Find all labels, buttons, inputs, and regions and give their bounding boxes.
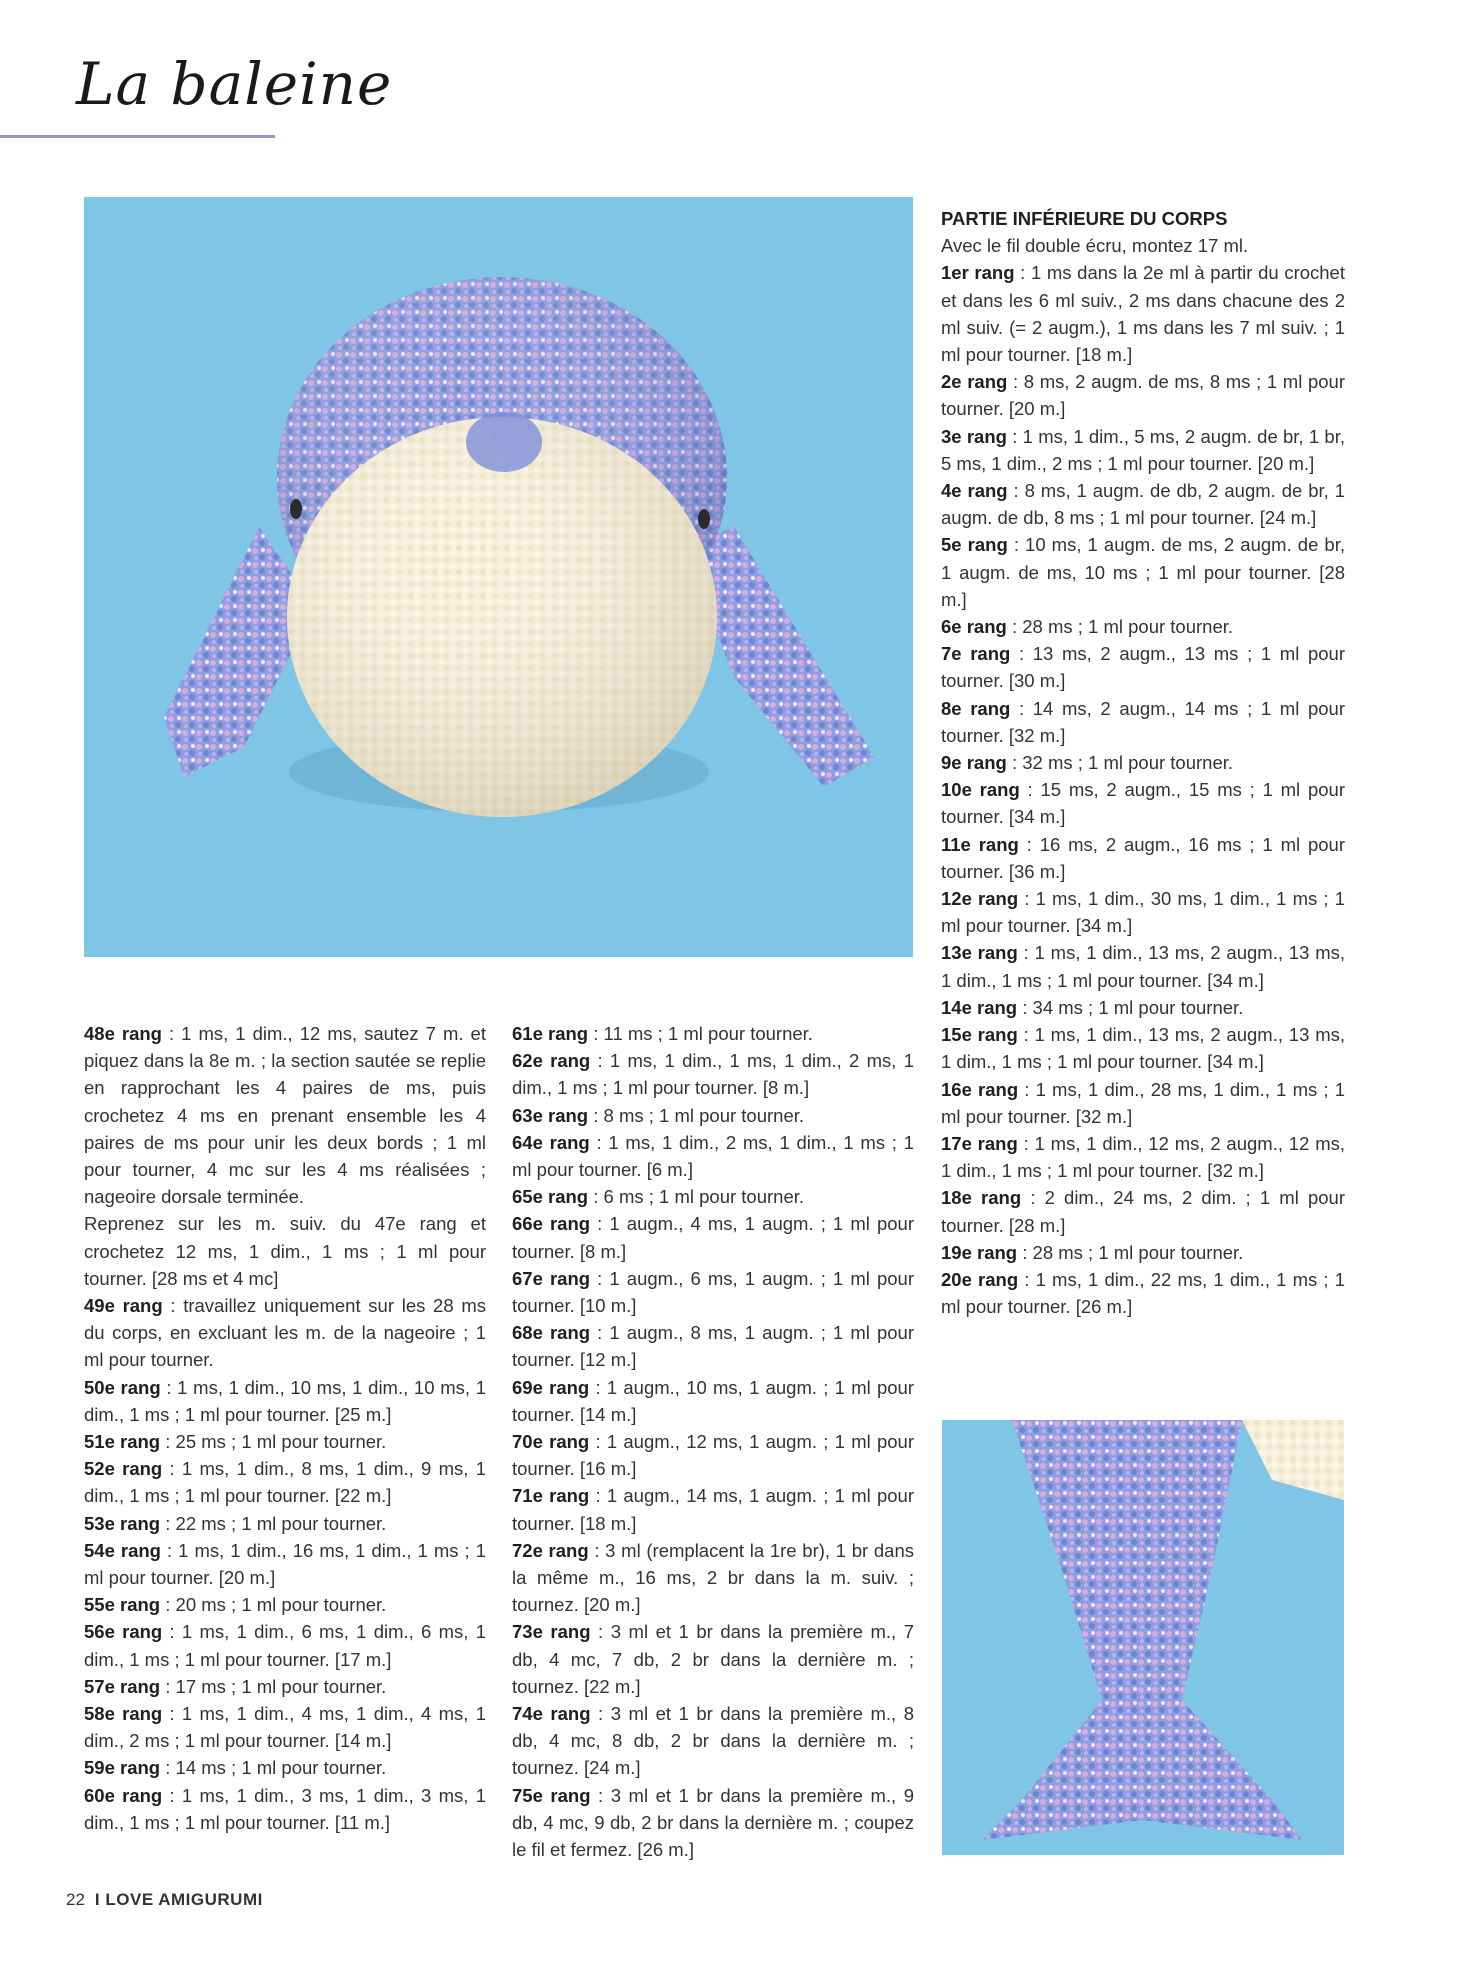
row-label: 13e rang xyxy=(941,942,1018,964)
row-text: : 1 ms, 1 dim., 28 ms, 1 dim., 1 ms ; 1 ml pour tourner. [32 m.] xyxy=(941,1078,1345,1127)
instruction-row xyxy=(941,613,1345,640)
row-text: : 1 augm., 4 ms, 1 augm. ; 1 ml pour tourner. [8 m.] xyxy=(512,1213,914,1262)
instruction-row xyxy=(84,1537,486,1591)
row-label: 14e rang xyxy=(941,996,1018,1018)
row-text: : 20 ms ; 1 ml pour tourner. xyxy=(160,1594,387,1616)
row-text: : 6 ms ; 1 ml pour tourner. xyxy=(588,1186,805,1208)
instruction-row xyxy=(941,1130,1345,1184)
row-text: : 1 ms, 1 dim., 30 ms, 1 dim., 1 ms ; 1 ml pour tourner. [34 m.] xyxy=(941,888,1345,937)
instruction-row xyxy=(941,749,1345,776)
instruction-row xyxy=(512,1374,914,1428)
row-label: 51e rang xyxy=(84,1431,161,1453)
row-label: 2e rang xyxy=(941,371,1008,393)
row-text: : 10 ms, 1 augm. de ms, 2 augm. de br, 1 augm. de ms, 10 ms ; 1 ml pour tourner. [28 m.] xyxy=(941,534,1345,610)
row-text: Reprenez sur les m. suiv. du 47e rang et crochetez 12 ms, 1 dim., 1 ms ; 1 ml pour tourner. [28 ms et 4 mc] xyxy=(84,1213,486,1289)
row-label: 61e rang xyxy=(512,1023,589,1044)
row-text: : 1 augm., 8 ms, 1 augm. ; 1 ml pour tourner. [12 m.] xyxy=(512,1322,914,1371)
row-label: 75e rang xyxy=(512,1784,591,1806)
section-intro: Avec le fil double écru, montez 17 ml. xyxy=(941,235,1249,257)
row-label: 66e rang xyxy=(512,1213,591,1235)
row-label: 58e rang xyxy=(84,1703,163,1725)
row-label: 20e rang xyxy=(941,1268,1019,1290)
instruction-row xyxy=(84,1374,486,1428)
row-text: : 11 ms ; 1 ml pour tourner. xyxy=(588,1023,813,1044)
row-text: : 3 ml et 1 br dans la première m., 9 db, 4 mc, 9 db, 2 br dans la dernière m. ; coupez le fil et fermez. [26 m.] xyxy=(512,1784,914,1861)
middle-text-column xyxy=(512,1020,914,1863)
instruction-row xyxy=(941,1184,1345,1238)
row-label: 3e rang xyxy=(941,425,1007,447)
page-title: La baleine xyxy=(76,50,393,118)
section-heading: PARTIE INFÉRIEURE DU CORPS xyxy=(941,208,1228,229)
row-label: 53e rang xyxy=(84,1512,161,1534)
row-text: : 2 dim., 24 ms, 2 dim. ; 1 ml pour tourner. [28 m.] xyxy=(941,1187,1345,1236)
row-text: : 1 ms, 1 dim., 6 ms, 1 dim., 6 ms, 1 dim., 1 ms ; 1 ml pour tourner. [17 m.] xyxy=(84,1621,486,1670)
instruction-row xyxy=(941,1021,1345,1075)
row-text: : 1 ms, 1 dim., 13 ms, 2 augm., 13 ms, 1 dim., 1 ms ; 1 ml pour tourner. [34 m.] xyxy=(941,1024,1345,1073)
row-label: 60e rang xyxy=(84,1784,163,1806)
instruction-row xyxy=(941,994,1345,1021)
row-label: 7e rang xyxy=(941,643,1011,665)
instruction-row xyxy=(941,259,1345,368)
instruction-row xyxy=(512,1265,914,1319)
instruction-row xyxy=(941,831,1345,885)
instruction-row xyxy=(84,1020,486,1210)
row-label: 52e rang xyxy=(84,1458,163,1480)
row-text: : 1 ms, 1 dim., 5 ms, 2 augm. de br, 1 br, 5 ms, 1 dim., 2 ms ; 1 ml pour tourner. [20 m.] xyxy=(941,425,1345,474)
instruction-row xyxy=(84,1428,486,1455)
row-text: : 14 ms, 2 augm., 14 ms ; 1 ml pour tourner. [32 m.] xyxy=(941,697,1345,746)
row-label: 73e rang xyxy=(512,1621,591,1643)
instruction-row xyxy=(512,1319,914,1373)
row-text: : 3 ml (remplacent la 1re br), 1 br dans la même m., 16 ms, 2 br dans la m. suiv. ; tournez. [20 m.] xyxy=(512,1539,914,1616)
row-text: : 8 ms ; 1 ml pour tourner. xyxy=(588,1104,805,1126)
row-label: 72e rang xyxy=(512,1539,589,1561)
row-label: 69e rang xyxy=(512,1376,590,1398)
row-label: 16e rang xyxy=(941,1078,1019,1100)
right-text-column xyxy=(941,205,1345,1320)
row-label: 19e rang xyxy=(941,1241,1018,1263)
instruction-row xyxy=(512,1537,914,1619)
row-label: 70e rang xyxy=(512,1431,590,1453)
row-text: : 16 ms, 2 augm., 16 ms ; 1 ml pour tourner. [36 m.] xyxy=(941,833,1345,882)
row-label: 12e rang xyxy=(941,888,1019,910)
row-label: 1er rang xyxy=(941,262,1015,284)
row-label: 50e rang xyxy=(84,1376,161,1398)
row-text: : 1 ms, 1 dim., 1 ms, 1 dim., 2 ms, 1 dim., 1 ms ; 1 ml pour tourner. [8 m.] xyxy=(512,1050,914,1099)
instruction-row xyxy=(84,1700,486,1754)
instruction-row xyxy=(941,1266,1345,1320)
row-text: : 15 ms, 2 augm., 15 ms ; 1 ml pour tourner. [34 m.] xyxy=(941,779,1345,828)
instruction-row xyxy=(84,1618,486,1672)
title-underline xyxy=(0,135,275,138)
instruction-row xyxy=(512,1210,914,1264)
row-text: : 1 augm., 14 ms, 1 augm. ; 1 ml pour tourner. [18 m.] xyxy=(512,1485,914,1534)
row-label: 49e rang xyxy=(84,1295,163,1317)
row-label: 11e rang xyxy=(941,833,1019,855)
instruction-row xyxy=(84,1292,486,1374)
row-label: 64e rang xyxy=(512,1131,590,1153)
instruction-row xyxy=(941,695,1345,749)
instruction-row xyxy=(512,1020,914,1047)
row-label: 57e rang xyxy=(84,1675,161,1697)
row-text: : 28 ms ; 1 ml pour tourner. xyxy=(1006,616,1234,638)
row-text: : 1 ms, 1 dim., 4 ms, 1 dim., 4 ms, 1 dim., 2 ms ; 1 ml pour tourner. [14 m.] xyxy=(84,1703,486,1752)
instruction-row xyxy=(512,1183,914,1210)
row-label: 59e rang xyxy=(84,1757,161,1779)
instruction-row xyxy=(84,1210,486,1292)
instruction-row xyxy=(941,885,1345,939)
instruction-row xyxy=(941,776,1345,830)
row-text: : 32 ms ; 1 ml pour tourner. xyxy=(1006,752,1234,774)
instruction-row xyxy=(84,1455,486,1509)
instruction-row xyxy=(84,1510,486,1537)
instruction-row xyxy=(941,939,1345,993)
page-footer xyxy=(66,1890,263,1910)
row-text: : 25 ms ; 1 ml pour tourner. xyxy=(160,1431,387,1453)
row-label: 15e rang xyxy=(941,1024,1018,1046)
row-label: 63e rang xyxy=(512,1104,589,1126)
row-text: : 28 ms ; 1 ml pour tourner. xyxy=(1017,1241,1244,1263)
instruction-row xyxy=(941,423,1345,477)
tail-photo xyxy=(942,1420,1344,1855)
row-text: : 1 augm., 12 ms, 1 augm. ; 1 ml pour tourner. [16 m.] xyxy=(512,1431,914,1480)
row-label: 54e rang xyxy=(84,1539,161,1561)
left-text-column xyxy=(84,1020,486,1836)
row-label: 56e rang xyxy=(84,1621,163,1643)
row-text: : 3 ml et 1 br dans la première m., 8 db, 4 mc, 8 db, 2 br dans la dernière m. ; tournez. [24 m.] xyxy=(512,1703,914,1779)
row-label: 18e rang xyxy=(941,1187,1022,1209)
row-text: : 14 ms ; 1 ml pour tourner. xyxy=(160,1757,387,1779)
page-number: 22 xyxy=(66,1890,85,1909)
row-text: : 1 ms, 1 dim., 12 ms, 2 augm., 12 ms, 1 dim., 1 ms ; 1 ml pour tourner. [32 m.] xyxy=(941,1132,1345,1182)
row-label: 10e rang xyxy=(941,779,1020,801)
row-text: : 1 ms dans la 2e ml à partir du crochet et dans les 6 ml suiv., 2 ms dans chacune des 2 ml suiv. (= 2 augm.), 1 ms dans les 7 ml suiv. ; 1 ml pour tourner. [18 m.] xyxy=(941,262,1345,366)
instruction-row xyxy=(941,368,1345,422)
instruction-row xyxy=(512,1129,914,1183)
instruction-row xyxy=(941,1076,1345,1130)
row-text: : 1 ms, 1 dim., 2 ms, 1 dim., 1 ms ; 1 ml pour tourner. [6 m.] xyxy=(512,1131,914,1181)
row-text: : 3 ml et 1 br dans la première m., 7 db, 4 mc, 7 db, 2 br dans la dernière m. ; tournez. [22 m.] xyxy=(512,1621,914,1697)
row-label: 4e rang xyxy=(941,480,1008,502)
instruction-row xyxy=(512,1047,914,1101)
row-text: : 8 ms, 2 augm. de ms, 8 ms ; 1 ml pour tourner. [20 m.] xyxy=(941,371,1346,420)
row-text: : 22 ms ; 1 ml pour tourner. xyxy=(160,1512,387,1534)
row-text: : 1 ms, 1 dim., 8 ms, 1 dim., 9 ms, 1 dim., 1 ms ; 1 ml pour tourner. [22 m.] xyxy=(84,1458,486,1507)
instruction-row xyxy=(941,1239,1345,1266)
row-text: : 17 ms ; 1 ml pour tourner. xyxy=(160,1675,387,1697)
row-text: : 1 augm., 10 ms, 1 augm. ; 1 ml pour tourner. [14 m.] xyxy=(512,1376,914,1425)
instruction-row xyxy=(512,1782,914,1864)
instruction-row xyxy=(941,531,1345,613)
row-text: : 1 ms, 1 dim., 13 ms, 2 augm., 13 ms, 1 dim., 1 ms ; 1 ml pour tourner. [34 m.] xyxy=(941,942,1345,991)
instruction-row xyxy=(512,1618,914,1700)
row-label: 62e rang xyxy=(512,1050,591,1072)
row-label: 65e rang xyxy=(512,1186,589,1208)
instruction-row xyxy=(941,640,1345,694)
row-text: : 1 ms, 1 dim., 22 ms, 1 dim., 1 ms ; 1 ml pour tourner. [26 m.] xyxy=(941,1268,1345,1318)
instruction-row xyxy=(941,477,1345,531)
magazine-name: I LOVE AMIGURUMI xyxy=(94,1890,263,1909)
instruction-row xyxy=(512,1482,914,1536)
whale-photo xyxy=(84,197,913,957)
instruction-row xyxy=(512,1700,914,1782)
row-label: 9e rang xyxy=(941,752,1007,774)
instruction-row xyxy=(84,1754,486,1781)
row-text: : 1 augm., 6 ms, 1 augm. ; 1 ml pour tourner. [10 m.] xyxy=(512,1267,914,1317)
row-text: : 1 ms, 1 dim., 16 ms, 1 dim., 1 ms ; 1 ml pour tourner. [20 m.] xyxy=(84,1539,486,1589)
row-text: : 1 ms, 1 dim., 3 ms, 1 dim., 3 ms, 1 dim., 1 ms ; 1 ml pour tourner. [11 m.] xyxy=(84,1784,486,1833)
row-label: 55e rang xyxy=(84,1594,161,1616)
row-text: : travaillez uniquement sur les 28 ms du corps, en excluant les m. de la nageoire ; 1 ml pour tourner. xyxy=(84,1295,486,1371)
row-label: 74e rang xyxy=(512,1703,591,1725)
row-text: : 13 ms, 2 augm., 13 ms ; 1 ml pour tourner. [30 m.] xyxy=(941,643,1345,692)
row-label: 8e rang xyxy=(941,697,1011,719)
instruction-row xyxy=(84,1782,486,1836)
instruction-row xyxy=(512,1102,914,1129)
row-label: 67e rang xyxy=(512,1267,591,1289)
row-label: 6e rang xyxy=(941,616,1007,638)
row-label: 17e rang xyxy=(941,1132,1018,1154)
row-text: : 1 ms, 1 dim., 10 ms, 1 dim., 10 ms, 1 dim., 1 ms ; 1 ml pour tourner. [25 m.] xyxy=(84,1376,486,1425)
row-text: : 34 ms ; 1 ml pour tourner. xyxy=(1017,996,1244,1018)
instruction-row xyxy=(512,1428,914,1482)
row-text: : 1 ms, 1 dim., 12 ms, sautez 7 m. et piquez dans la 8e m. ; la section sautée se replie en rapprochant les 4 paires de ms, puis crochetez 4 ms en prenant ensemble les 4 paires de ms pour unir les deux bords ; 1 ml pour tourner, 4 mc sur les 4 ms réalisées ; nageoire dorsale terminée. xyxy=(84,1023,486,1208)
row-label: 71e rang xyxy=(512,1485,590,1507)
row-label: 5e rang xyxy=(941,534,1008,556)
row-label: 68e rang xyxy=(512,1322,591,1344)
row-text: : 8 ms, 1 augm. de db, 2 augm. de br, 1 augm. de db, 8 ms ; 1 ml pour tourner. [24 m.] xyxy=(941,480,1345,529)
instruction-row xyxy=(84,1591,486,1618)
instruction-row xyxy=(84,1673,486,1700)
row-label: 48e rang xyxy=(84,1023,162,1044)
